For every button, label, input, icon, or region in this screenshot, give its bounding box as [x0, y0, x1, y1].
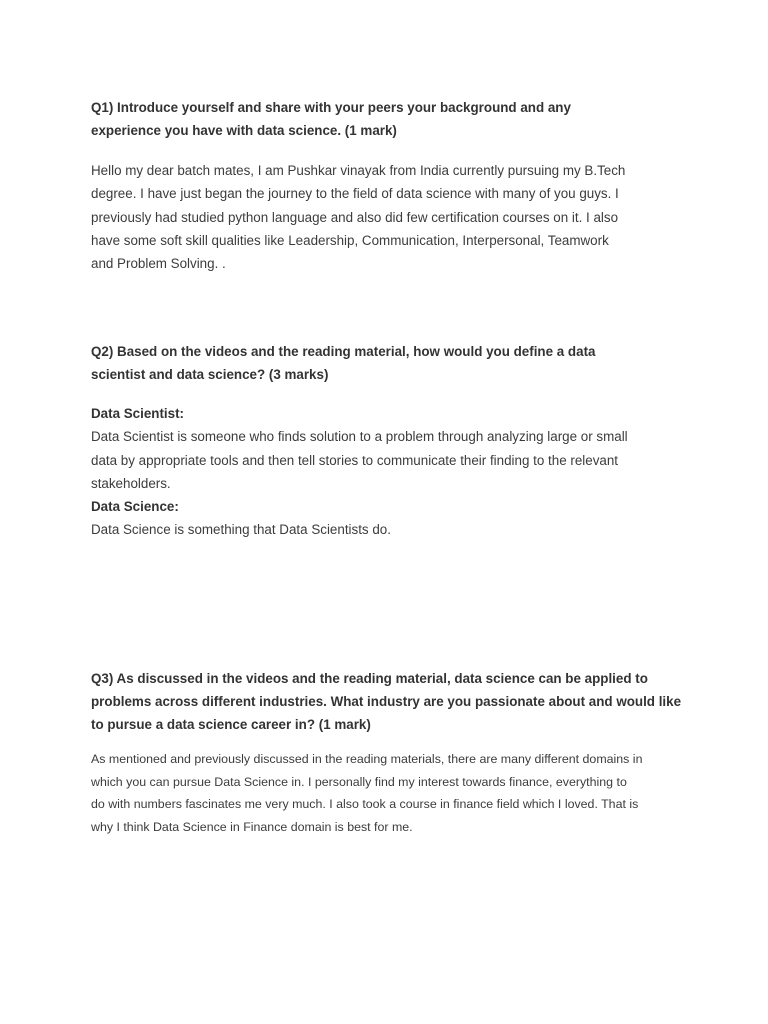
- answer-3-line: which you can pursue Data Science in. I personally find my interest towards finance, everything to: [91, 774, 627, 789]
- question-3-line: problems across different industries. What industry are you passionate about and would like: [91, 694, 682, 709]
- data-science-heading: Data Science:: [91, 499, 179, 515]
- answer-1: [91, 159, 691, 275]
- answer-1-line: Hello my dear batch mates, I am Pushkar vinayak from India currently pursuing my B.Tech: [91, 163, 626, 178]
- answer-3-line: do with numbers fascinates me very much. I also took a course in finance field which I loved. That is: [91, 797, 639, 812]
- answer-3-line: As mentioned and previously discussed in the reading materials, there are many different domains in: [91, 752, 643, 766]
- question-1: [91, 96, 691, 142]
- question-2-line: Q2) Based on the videos and the reading material, how would you define a data: [91, 344, 596, 359]
- answer-1-line: degree. I have just began the journey to the field of data science with many of you guys. I: [91, 186, 619, 202]
- answer-3: [91, 748, 691, 839]
- answer-1-line: have some soft skill qualities like Leadership, Communication, Interpersonal, Teamwork: [91, 232, 609, 248]
- data-scientist-heading: Data Scientist:: [91, 406, 185, 421]
- answer-2: [91, 402, 691, 542]
- question-2: [91, 340, 691, 386]
- question-3-line: to pursue a data science career in? (1 mark): [91, 717, 371, 732]
- question-1-line: Q1) Introduce yourself and share with your peers your background and any: [91, 100, 571, 115]
- data-scientist-definition-line: stakeholders.: [91, 475, 171, 491]
- question-1-line: experience you have with data science. (1 mark): [91, 123, 397, 138]
- answer-1-line: previously had studied python language and also did few certification courses on it. I also: [91, 209, 619, 225]
- answer-3-line: why I think Data Science in Finance domain is best for me.: [91, 820, 413, 835]
- data-science-definition-line: Data Science is something that Data Scientists do.: [91, 522, 391, 538]
- question-3: [91, 667, 691, 736]
- answer-1-line: and Problem Solving. .: [91, 256, 226, 272]
- data-scientist-definition-line: Data Scientist is someone who finds solution to a problem through analyzing large or small: [91, 429, 628, 445]
- question-2-line: scientist and data science? (3 marks): [91, 367, 329, 382]
- question-3-line: Q3) As discussed in the videos and the reading material, data science can be applied to: [91, 671, 648, 686]
- data-scientist-definition-line: data by appropriate tools and then tell stories to communicate their finding to the relevant: [91, 452, 619, 468]
